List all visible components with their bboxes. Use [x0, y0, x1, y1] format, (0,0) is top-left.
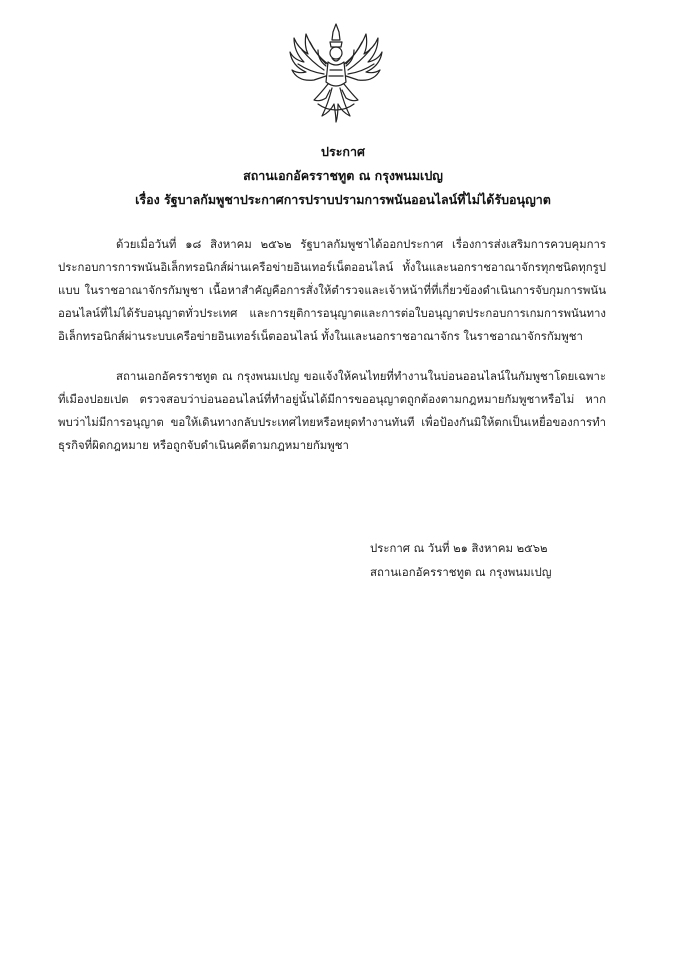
signature-issuer: สถานเอกอัครราชทูต ณ กรุงพนมเปญ [370, 565, 552, 579]
announcement-type: ประกาศ [321, 144, 365, 159]
body-paragraph-2: สถานเอกอัครราชทูต ณ กรุงพนมเปญ ขอแจ้งให้คนไทยที่ทำงานในบ่อนออนไลน์ในกัมพูชาโดยเฉพาะที่เมืองปอยเปต ตรวจสอบว่าบ่อนออนไลน์ที่ทำอยู่นั้นได้มีการขออนุญาตถูกต้องตามกฎหมายกัมพูชาหรือไม่ หากพบว่าไม่มีการอนุญาต ขอให้เดินทางกลับประเทศไทยหรือหยุดทำงานทันที เพื่อป้องกันมิให้ตกเป็นเหยื่อของการทำธุรกิจที่ผิดกฎหมาย หรือถูกจับดำเนินคดีตามกฎหมายกัมพูชา [58, 369, 606, 452]
body-paragraph-1: ด้วยเมื่อวันที่ ๑๘ สิงหาคม ๒๕๖๒ รัฐบาลกัมพูชาได้ออกประกาศ เรื่องการส่งเสริมการควบคุมการประกอบการการพนันอิเล็กทรอนิกส์ผ่านเครือข่ายอินเทอร์เน็ตออนไลน์ ทั้งในและนอกราชอาณาจักรทุกชนิดทุกรูปแบบ ในราชอาณาจักรกัมพูชา เนื้อหาสำคัญคือการสั่งให้ตำรวจและเจ้าหน้าที่ที่เกี่ยวข้องดำเนินการจับกุมการพนันออนไลน์ที่ไม่ได้รับอนุญาตทั่วประเทศ และการยุติการอนุญาตและการต่อใบอนุญาตประกอบการเกมการพนันทางอิเล็กทรอนิกส์ผ่านระบบเครือข่ายอินเทอร์เน็ตออนไลน์ ทั้งในและนอกราชอาณาจักร ในราชอาณาจักรกัมพูชา [58, 237, 606, 343]
subject-line: เรื่อง รัฐบาลกัมพูชาประกาศการปราบปรามการพนันออนไลน์ที่ไม่ได้รับอนุญาต [135, 192, 551, 207]
garuda-emblem-icon [288, 20, 384, 126]
signature-date: ประกาศ ณ วันที่ ๒๑ สิงหาคม ๒๕๖๒ [370, 541, 548, 555]
issuer-title: สถานเอกอัครราชทูต ณ กรุงพนมเปญ [243, 168, 443, 183]
